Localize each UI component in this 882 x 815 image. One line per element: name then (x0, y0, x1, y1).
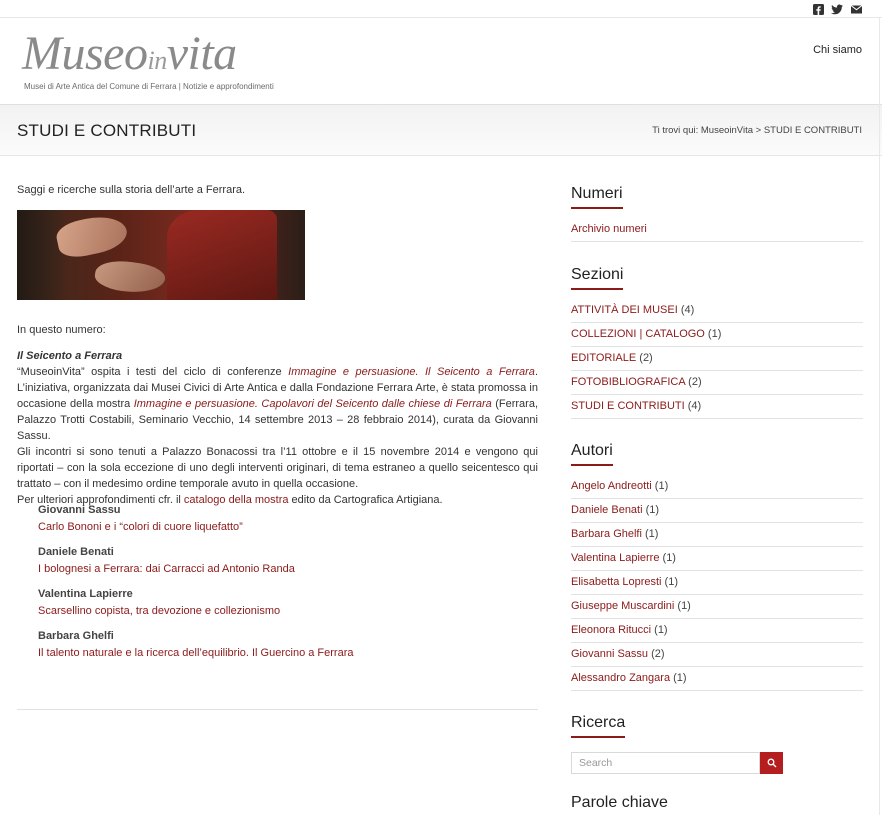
author-count: (1) (651, 480, 669, 492)
breadcrumb-prefix: Ti trovi qui: (652, 125, 701, 136)
list-item (571, 523, 863, 547)
list-item (571, 218, 863, 242)
author-link[interactable]: Giuseppe Muscardini (571, 600, 675, 612)
site-header (0, 18, 882, 104)
list-item (571, 395, 863, 419)
painting-banner-image (17, 210, 305, 300)
paragraph-text: Gli incontri si sono tenuti a Palazzo Bonacossi tra l’11 ottobre e il 15 novembre 2014 e vengono qui riportati – con la sola eccezione di uno degli interventi originari, di tema estraneo a quello seicentesco qui trattato – con il medesimo ordine temporale avuto in quella occasione. (17, 446, 538, 490)
conference-link[interactable]: Immagine e persuasione. Il Seicento a Ferrara (288, 366, 535, 378)
widget-title: Numeri (571, 185, 623, 209)
author-count: (1) (661, 576, 678, 588)
category-link[interactable]: STUDI E CONTRIBUTI (571, 400, 685, 412)
archive-link[interactable]: Archivio numeri (571, 223, 647, 235)
author-count: (1) (651, 624, 668, 636)
breadcrumb-current: STUDI E CONTRIBUTI (763, 125, 862, 136)
article-link[interactable]: Il talento naturale e la ricerca dell’equilibrio. Il Guercino a Ferrara (38, 647, 354, 659)
widget-sezioni (571, 266, 863, 419)
in-this-issue-label: In questo numero: (17, 324, 106, 336)
search-button[interactable] (760, 752, 783, 774)
category-link[interactable]: FOTOBIBLIOGRAFICA (571, 376, 686, 388)
paragraph-text: Per ulteriori approfondimenti cfr. il (17, 494, 184, 506)
top-bar (0, 0, 882, 18)
article-entry (38, 586, 518, 620)
author-link[interactable]: Barbara Ghelfi (571, 528, 642, 540)
numeri-list (571, 218, 863, 242)
widget-title: Parole chiave (571, 794, 668, 811)
article-list (38, 502, 518, 670)
author-count: (1) (642, 504, 660, 516)
nav-chi-siamo[interactable]: Chi siamo (813, 44, 862, 56)
list-item (571, 475, 863, 499)
widget-title: Ricerca (571, 714, 625, 738)
article-author: Barbara Ghelfi (38, 630, 114, 642)
article-author: Valentina Lapierre (38, 588, 133, 600)
article-body (17, 364, 538, 508)
page-title-bar (0, 104, 882, 156)
list-item (571, 595, 863, 619)
site-logo[interactable]: Museoinvita (22, 27, 237, 80)
social-links (812, 3, 862, 15)
category-count: (4) (684, 400, 702, 412)
paragraph-text: “MuseoinVita” ospita i testi del ciclo di conferenze (17, 366, 289, 378)
widget-ricerca (571, 714, 863, 774)
author-link[interactable]: Elisabetta Lopresti (571, 576, 662, 588)
list-item (571, 323, 863, 347)
sezioni-list (571, 299, 863, 419)
widget-title: Sezioni (571, 266, 623, 290)
list-item (571, 571, 863, 595)
author-link[interactable]: Eleonora Ritucci (571, 624, 652, 636)
article-link[interactable]: Carlo Bononi e i “colori di cuore liquefatto” (38, 521, 243, 533)
search-icon (767, 758, 777, 768)
author-link[interactable]: Giovanni Sassu (571, 648, 649, 660)
list-item (571, 619, 863, 643)
paragraph-text: edito da Cartografica Artigiana. (288, 494, 443, 506)
exhibition-link[interactable]: Immagine e persuasione. Capolavori del Seicento dalle chiese di Ferrara (133, 398, 492, 410)
article-entry (38, 544, 518, 578)
autori-list (571, 475, 863, 691)
author-count: (2) (648, 648, 665, 660)
search-form (571, 752, 863, 774)
list-item (571, 347, 863, 371)
widget-title: Autori (571, 442, 613, 466)
section-heading: Il Seicento a Ferrara (17, 350, 123, 362)
paragraph-text: (Ferrara, Palazzo Trotti Costabili, Seminario Vecchio, 14 settembre 2013 – 28 febbraio 2014), curata da Giovanni Sassu. (17, 398, 538, 442)
list-item (571, 371, 863, 395)
list-item (571, 667, 863, 691)
widget-numeri (571, 185, 863, 242)
author-count: (1) (674, 600, 691, 612)
list-item (571, 299, 863, 323)
page-title: STUDI E CONTRIBUTI (17, 121, 197, 140)
page-edge (879, 18, 880, 815)
catalog-link[interactable]: catalogo della mostra (183, 494, 289, 506)
category-link[interactable]: COLLEZIONI | CATALOGO (571, 328, 705, 340)
search-input[interactable] (571, 752, 760, 774)
article-author: Giovanni Sassu (38, 504, 121, 516)
category-link[interactable]: ATTIVITÀ DEI MUSEI (571, 304, 678, 316)
author-count: (1) (659, 552, 676, 564)
paragraph-text: . L’iniziativa, organizzata dai Musei Civici di Arte Antica e dalla Fondazione Ferrara Arte, è stata promossa in occasione della mostra (17, 366, 538, 410)
facebook-icon[interactable] (812, 3, 824, 15)
widget-autori (571, 442, 863, 691)
category-link[interactable]: EDITORIALE (571, 352, 637, 364)
breadcrumb (652, 125, 862, 136)
article-entry (38, 628, 518, 662)
list-item (571, 643, 863, 667)
article-entry (38, 502, 518, 536)
breadcrumb-separator: > (753, 125, 764, 136)
article-link[interactable]: Scarsellino copista, tra devozione e collezionismo (38, 605, 281, 617)
content-divider (17, 709, 538, 710)
category-count: (1) (704, 328, 722, 340)
author-count: (1) (641, 528, 659, 540)
author-link[interactable]: Valentina Lapierre (571, 552, 660, 564)
author-link[interactable]: Daniele Benati (571, 504, 643, 516)
list-item (571, 547, 863, 571)
breadcrumb-home-link[interactable]: MuseoinVita (700, 125, 753, 136)
article-author: Daniele Benati (38, 546, 114, 558)
article-link[interactable]: I bolognesi a Ferrara: dai Carracci ad Antonio Randa (38, 563, 295, 575)
category-count: (2) (636, 352, 653, 364)
category-count: (4) (677, 304, 695, 316)
site-tagline: Musei di Arte Antica del Comune di Ferrara | Notizie e approfondimenti (24, 82, 274, 91)
list-item (571, 499, 863, 523)
widget-parole-chiave (571, 794, 863, 815)
twitter-icon[interactable] (831, 3, 843, 15)
category-count: (2) (685, 376, 702, 388)
author-count: (1) (670, 672, 687, 684)
author-link[interactable]: Angelo Andreotti (571, 480, 652, 492)
intro-text: Saggi e ricerche sulla storia dell’arte a Ferrara. (17, 184, 246, 196)
mail-icon[interactable] (850, 3, 862, 15)
author-link[interactable]: Alessandro Zangara (571, 672, 671, 684)
